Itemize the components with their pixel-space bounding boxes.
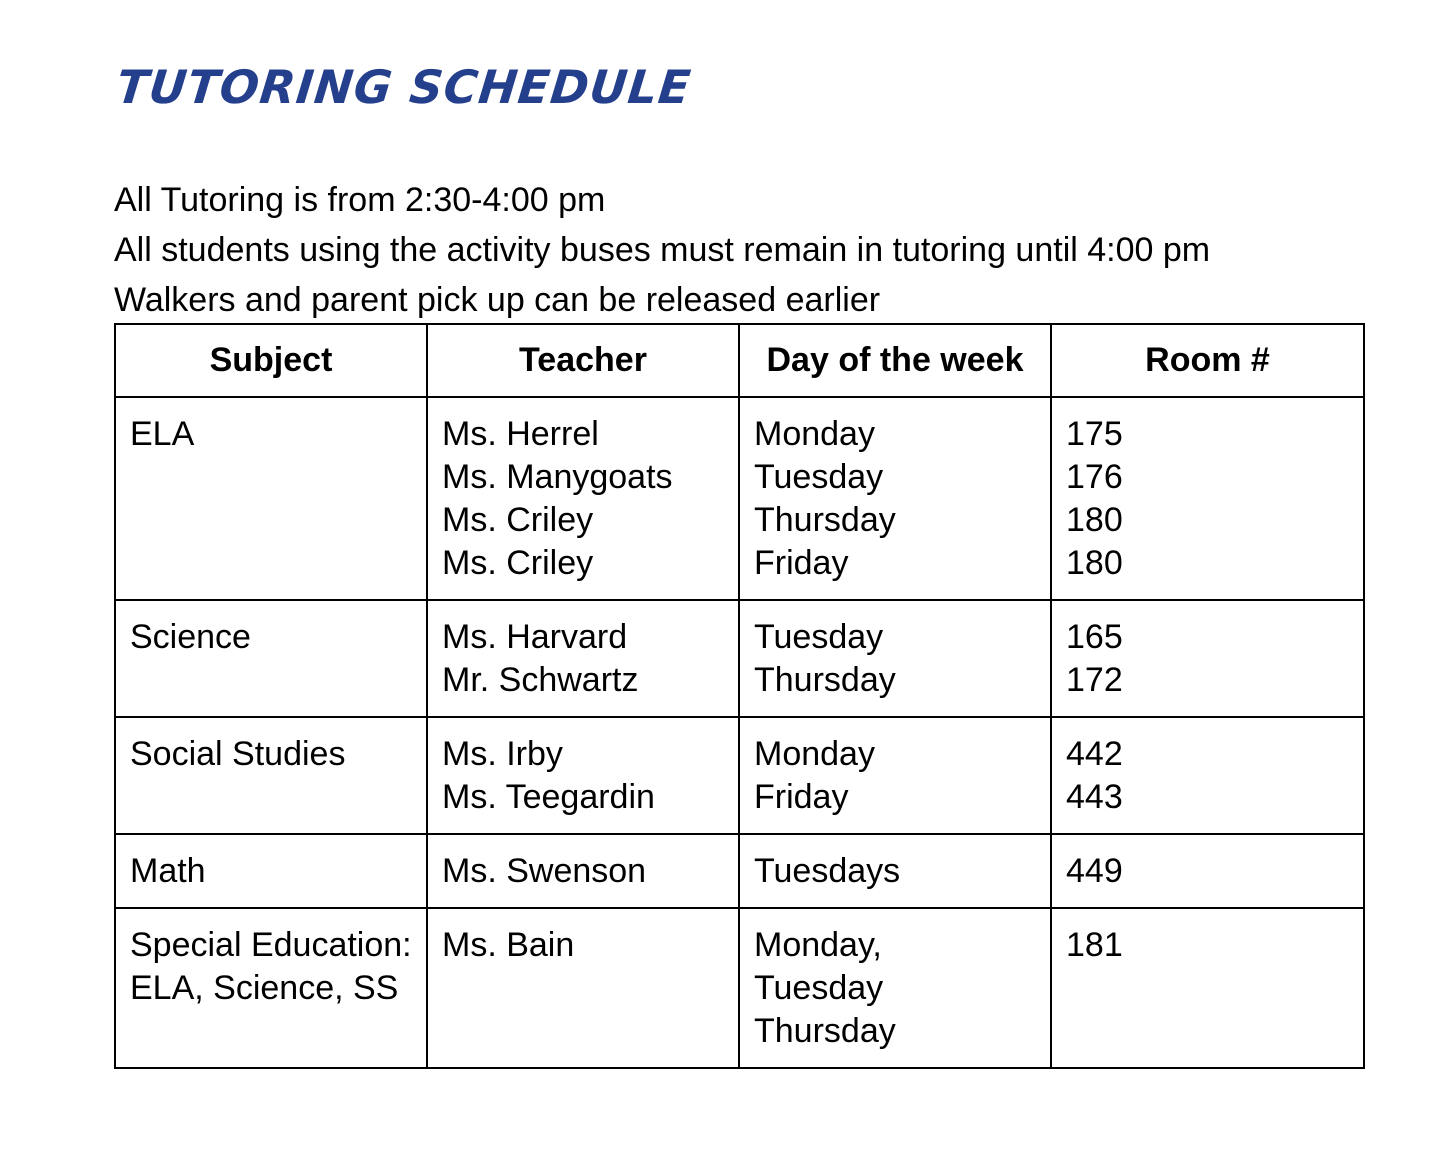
teacher-name: Ms. Manygoats <box>442 458 673 496</box>
room-cell <box>1051 600 1364 717</box>
day-name: Thursday <box>754 1012 896 1050</box>
room-number: 443 <box>1066 778 1123 816</box>
room-number: 442 <box>1066 735 1123 773</box>
table-header-row <box>115 324 1364 397</box>
day-name: Thursday <box>754 501 896 539</box>
teacher-cell <box>427 908 739 1068</box>
teacher-name: Ms. Criley <box>442 544 594 582</box>
day-name: Monday, <box>754 926 882 964</box>
day-name: Tuesdays <box>754 852 901 890</box>
tutoring-schedule-table <box>114 323 1365 1069</box>
note-line: Walkers and parent pick up can be released earlier <box>114 281 881 319</box>
day-name: Friday <box>754 544 849 582</box>
table-row <box>115 600 1364 717</box>
day-cell <box>739 834 1051 908</box>
subject-cell: ELA <box>115 397 427 600</box>
room-cell <box>1051 908 1364 1068</box>
day-cell <box>739 908 1051 1068</box>
header-day: Day of the week <box>739 324 1051 397</box>
room-number: 172 <box>1066 661 1123 699</box>
room-number: 165 <box>1066 618 1123 656</box>
day-name: Thursday <box>754 661 896 699</box>
teacher-cell <box>427 397 739 600</box>
day-name: Monday <box>754 735 875 773</box>
schedule-notes <box>114 175 1210 325</box>
teacher-name: Ms. Criley <box>442 501 594 539</box>
teacher-cell <box>427 600 739 717</box>
teacher-name: Ms. Bain <box>442 926 575 964</box>
subject-cell: Math <box>115 834 427 908</box>
room-number: 180 <box>1066 501 1123 539</box>
subject-cell: Science <box>115 600 427 717</box>
table-row <box>115 717 1364 834</box>
subject-cell: Special Education: ELA, Science, SS <box>115 908 427 1068</box>
room-cell <box>1051 717 1364 834</box>
page-title: TUTORING SCHEDULE <box>114 60 694 114</box>
room-number: 181 <box>1066 926 1123 964</box>
subject-cell: Social Studies <box>115 717 427 834</box>
teacher-name: Ms. Irby <box>442 735 563 773</box>
teacher-name: Ms. Teegardin <box>442 778 655 816</box>
room-cell <box>1051 397 1364 600</box>
teacher-name: Mr. Schwartz <box>442 661 639 699</box>
day-cell <box>739 600 1051 717</box>
day-name: Friday <box>754 778 849 816</box>
day-cell <box>739 717 1051 834</box>
room-number: 449 <box>1066 852 1123 890</box>
day-name: Monday <box>754 415 875 453</box>
teacher-cell <box>427 717 739 834</box>
header-subject: Subject <box>115 324 427 397</box>
teacher-name: Ms. Harvard <box>442 618 628 656</box>
header-room: Room # <box>1051 324 1364 397</box>
note-line: All Tutoring is from 2:30-4:00 pm <box>114 181 606 219</box>
room-number: 180 <box>1066 544 1123 582</box>
teacher-cell <box>427 834 739 908</box>
table-row <box>115 908 1364 1068</box>
room-cell <box>1051 834 1364 908</box>
day-name: Tuesday <box>754 458 884 496</box>
table-row <box>115 834 1364 908</box>
day-name: Tuesday <box>754 618 884 656</box>
room-number: 175 <box>1066 415 1123 453</box>
day-cell <box>739 397 1051 600</box>
header-teacher: Teacher <box>427 324 739 397</box>
table-row <box>115 397 1364 600</box>
day-name: Tuesday <box>754 969 884 1007</box>
teacher-name: Ms. Herrel <box>442 415 599 453</box>
teacher-name: Ms. Swenson <box>442 852 647 890</box>
room-number: 176 <box>1066 458 1123 496</box>
note-line: All students using the activity buses must remain in tutoring until 4:00 pm <box>114 231 1211 269</box>
